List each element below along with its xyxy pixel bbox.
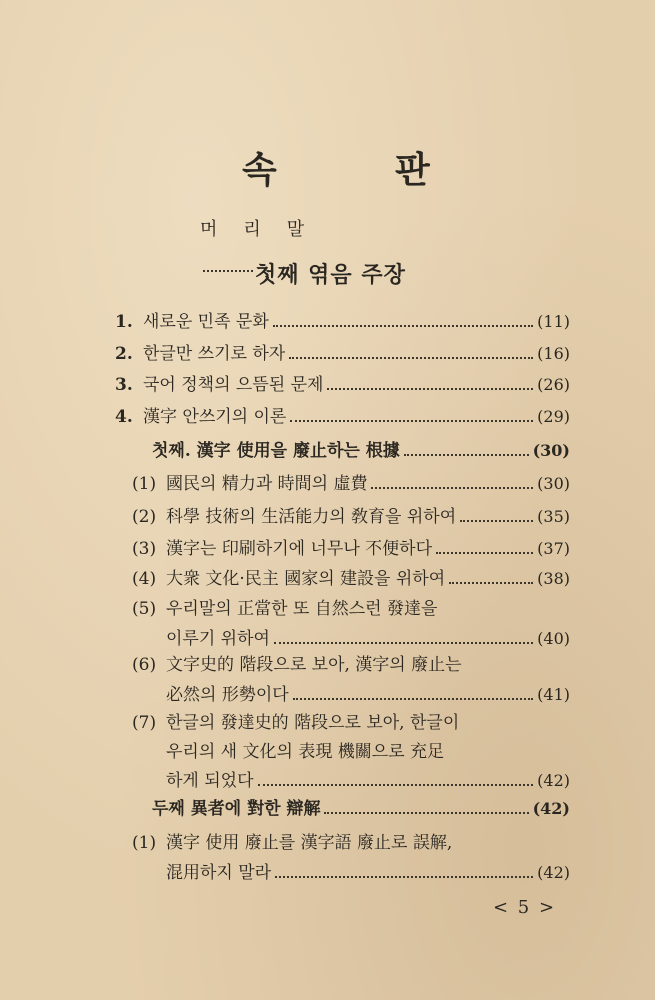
subentry-title: 우리말의 正當한 또 自然스런 發達을 [166, 599, 438, 619]
subentry-page: (35) [537, 507, 570, 526]
toc-subentry [132, 507, 570, 527]
subentry-line [132, 863, 570, 883]
subentry-line [132, 599, 570, 619]
leader-dots [449, 582, 533, 584]
subentry-page: (37) [537, 539, 570, 558]
leader-dots [324, 812, 528, 814]
toc-entry [115, 375, 570, 395]
subentry-page: (30) [537, 474, 570, 493]
subentry-number: (5) [132, 599, 157, 619]
part-title: 첫째 엮음 주장 [255, 263, 406, 288]
subentry-number: (3) [132, 539, 157, 559]
leader-dots [293, 698, 533, 700]
toc-subentry [132, 833, 570, 883]
leader-dots [289, 357, 533, 359]
subentry-page: (38) [537, 569, 570, 588]
toc-subentry [132, 474, 570, 494]
section-heading-page: (42) [532, 799, 570, 818]
section-heading [152, 799, 570, 819]
subentry-number: (1) [132, 474, 157, 494]
leader-dots [274, 642, 533, 644]
toc-entry-number: 3. [115, 375, 133, 395]
toc-entry-page: (29) [537, 407, 570, 426]
toc-entry [115, 312, 570, 332]
toc-entry-number: 4. [115, 407, 133, 427]
subentry-line [132, 655, 570, 675]
toc-entry-title: 국어 정책의 으뜸된 문제 [143, 375, 324, 395]
toc-entry-page: (26) [537, 375, 570, 394]
leader-dots [258, 784, 534, 786]
toc-entry [115, 344, 570, 364]
toc-subentry [132, 655, 570, 705]
subentry-title: 漢字는 印刷하기에 너무나 不便하다 [166, 539, 433, 559]
subentry-line [132, 771, 570, 791]
toc-entry-title: 새로운 민족 문화 [143, 312, 269, 332]
toc-entry-title: 한글만 쓰기로 하자 [143, 344, 286, 364]
page-number: < 5 > [493, 897, 557, 918]
subentry-title: 國民의 精力과 時間의 虛費 [166, 474, 368, 494]
subentry-number: (2) [132, 507, 157, 527]
title-part-2: 판 [395, 150, 434, 191]
subentry-line [132, 713, 570, 733]
section-heading [152, 441, 570, 461]
subentry-number: (1) [132, 833, 157, 853]
subentry-title-cont: 하게 되었다 [166, 771, 254, 791]
toc-entry-number: 1. [115, 312, 133, 332]
subentry-page: (42) [537, 771, 570, 790]
subentry-title: 漢字 使用 廢止를 漢字語 廢止로 誤解, [166, 833, 453, 853]
subentry-title: 科學 技術의 生活能力의 敎育을 위하여 [166, 507, 457, 527]
subentry-number: (6) [132, 655, 157, 675]
title-part-1: 속 [242, 150, 281, 191]
leader-dots [436, 552, 533, 554]
subentry-title-cont: 混用하지 말라 [166, 863, 272, 883]
subentry-title: 大衆 文化·民主 國家의 建設을 위하여 [166, 569, 446, 589]
section-heading-page: (30) [532, 441, 570, 460]
leader-dots [404, 454, 529, 456]
subentry-title-cont: 이루기 위하여 [166, 629, 270, 649]
leader-dots [273, 325, 533, 327]
leader-dots [275, 876, 533, 878]
section-heading-title: 첫째. 漢字 使用을 廢止하는 根據 [152, 441, 400, 461]
subentry-line [132, 629, 570, 649]
toc-entry-number: 2. [115, 344, 133, 364]
toc-entry-page: (11) [537, 312, 570, 331]
subentry-title-cont: 必然의 形勢이다 [166, 685, 289, 705]
subentry-line [132, 742, 570, 762]
subentry-title-cont: 우리의 새 文化의 表現 機關으로 充足 [166, 742, 444, 762]
subentry-line [132, 685, 570, 705]
subentry-page: (40) [537, 629, 570, 648]
subentry-title: 한글의 發達史的 階段으로 보아, 한글이 [166, 713, 460, 733]
subentry-number: (4) [132, 569, 157, 589]
toc-entry [115, 407, 570, 427]
leader-dots [327, 388, 533, 390]
subentry-line [132, 833, 570, 853]
leader-dots [290, 420, 533, 422]
toc-entry-page: (16) [537, 344, 570, 363]
leader-dots [460, 520, 533, 522]
toc-subentry [132, 569, 570, 589]
subentry-title: 文字史的 階段으로 보아, 漢字의 廢止는 [166, 655, 462, 675]
toc-subentry [132, 539, 570, 559]
toc-subentry [132, 713, 570, 791]
subentry-page: (41) [537, 685, 570, 704]
toc-entry-title: 漢字 안쓰기의 이론 [143, 407, 287, 427]
subentry-page: (42) [537, 863, 570, 882]
toc-subentry [132, 599, 570, 649]
leader-dots [371, 487, 533, 489]
subentry-number: (7) [132, 713, 157, 733]
section-heading-title: 두째 異者에 對한 辯解 [152, 799, 321, 819]
preface-label: 머리말 [200, 219, 331, 240]
